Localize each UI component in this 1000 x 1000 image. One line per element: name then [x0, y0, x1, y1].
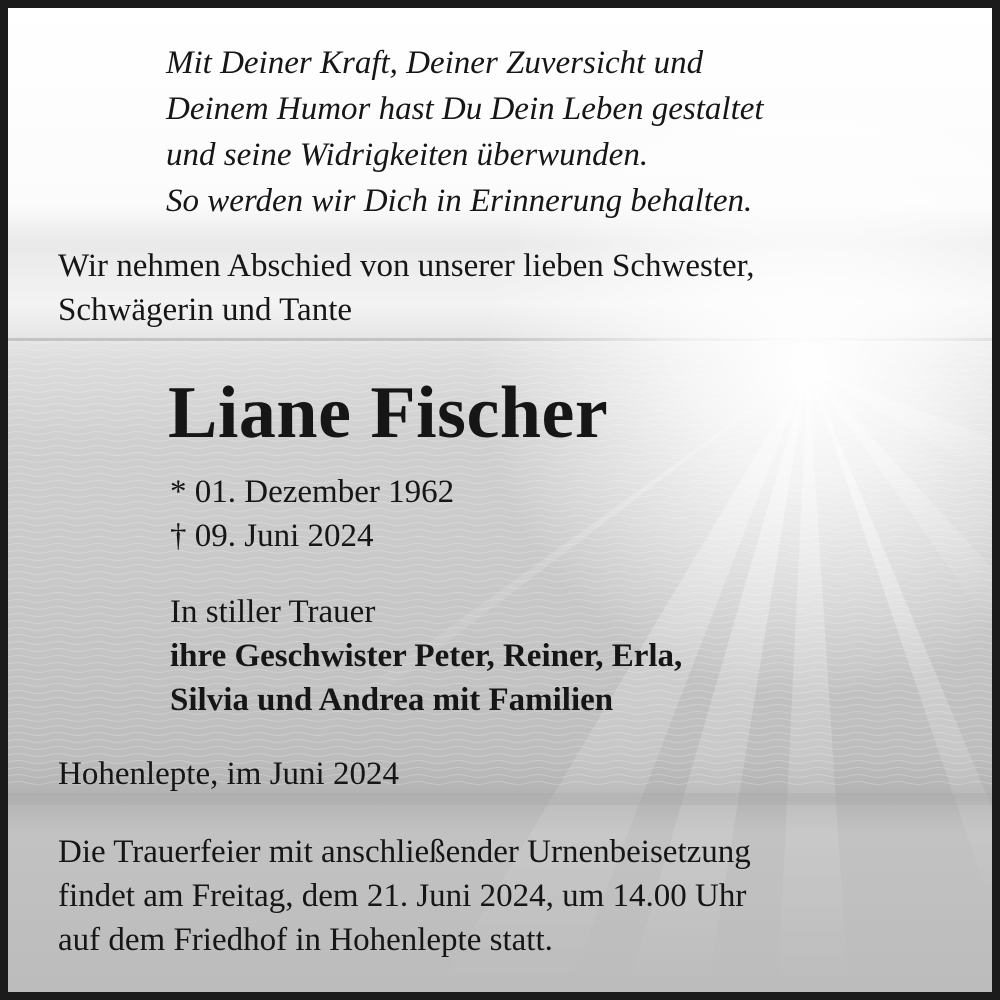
- quote-line: Mit Deiner Kraft, Deiner Zuversicht und: [166, 45, 704, 81]
- death-date: † 09. Juni 2024: [170, 518, 374, 554]
- intro-line: Schwägerin und Tante: [58, 292, 353, 328]
- mourners-line: ihre Geschwister Peter, Reiner, Erla,: [170, 638, 683, 674]
- mourners-line: Silvia und Andrea mit Familien: [170, 682, 614, 718]
- quote-line: Deinem Humor hast Du Dein Leben gestaltet: [166, 91, 764, 127]
- memorial-quote: [166, 40, 764, 224]
- mourners-block: [170, 590, 682, 722]
- mourning-intro: In stiller Trauer: [170, 594, 376, 630]
- quote-line: und seine Widrigkeiten überwunden.: [166, 137, 649, 173]
- funeral-line: findet am Freitag, dem 21. Juni 2024, um 14.00 Uhr: [58, 878, 747, 914]
- quote-line: So werden wir Dich in Erinnerung behalten.: [166, 183, 753, 219]
- deceased-name: Liane Fischer: [168, 372, 609, 454]
- place-and-date: Hohenlepte, im Juni 2024: [58, 756, 399, 792]
- farewell-intro: [58, 244, 755, 332]
- funeral-details: [58, 830, 751, 962]
- birth-date: * 01. Dezember 1962: [170, 474, 455, 510]
- life-dates: [170, 470, 454, 558]
- funeral-line: Die Trauerfeier mit anschließender Urnenbeisetzung: [58, 834, 751, 870]
- funeral-line: auf dem Friedhof in Hohenlepte statt.: [58, 922, 553, 958]
- intro-line: Wir nehmen Abschied von unserer lieben Schwester,: [58, 248, 755, 284]
